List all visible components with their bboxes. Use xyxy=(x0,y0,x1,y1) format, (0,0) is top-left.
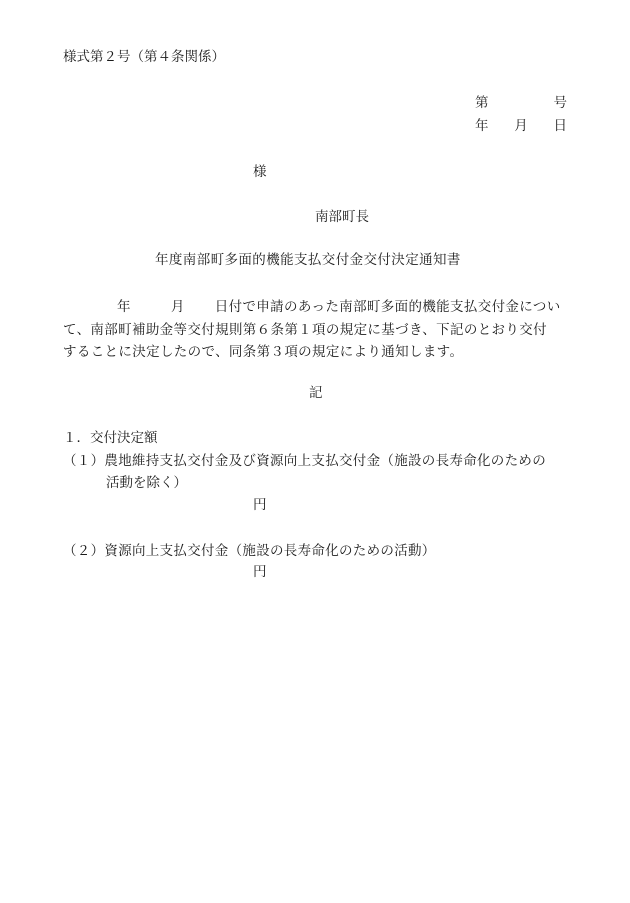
body-line-3: することに決定したので、同条第３項の規定により通知します。 xyxy=(63,344,464,360)
item-1-line-2: 活動を除く） xyxy=(106,475,187,491)
ki-heading: 記 xyxy=(309,385,323,401)
form-number: 様式第２号（第４条関係） xyxy=(63,49,225,65)
document-number xyxy=(475,94,567,112)
body-month: 月 xyxy=(170,299,185,315)
item-2-line: （２）資源向上支払交付金（施設の長寿命化のための活動） xyxy=(63,543,436,559)
body-line-2: て、南部町補助金等交付規則第６条第１項の規定に基づき、下記のとおり交付 xyxy=(63,321,547,338)
document-title: 年度南部町多面的機能支払交付金交付決定通知書 xyxy=(155,252,461,268)
addressee-honorific: 様 xyxy=(253,164,267,180)
document-number-prefix: 第 xyxy=(475,95,489,111)
body-line-1-text: 日付で申請のあった南部町多面的機能支払交付金につい xyxy=(214,299,561,315)
body-year: 年 xyxy=(117,299,131,315)
document-date xyxy=(475,117,567,135)
section-1-heading: １．交付決定額 xyxy=(63,430,158,446)
issuer-name: 南部町長 xyxy=(315,209,369,225)
item-1-amount-unit: 円 xyxy=(253,497,267,513)
date-month: 月 xyxy=(514,118,528,134)
date-year: 年 xyxy=(475,118,489,134)
body-paragraph xyxy=(63,296,583,364)
date-day: 日 xyxy=(553,118,567,134)
body-line-1 xyxy=(63,296,583,319)
document-number-suffix: 号 xyxy=(553,95,567,111)
item-1-line-1: （１）農地維持支払交付金及び資源向上支払交付金（施設の長寿命化のための xyxy=(63,453,546,469)
item-2-amount-unit: 円 xyxy=(253,564,267,580)
